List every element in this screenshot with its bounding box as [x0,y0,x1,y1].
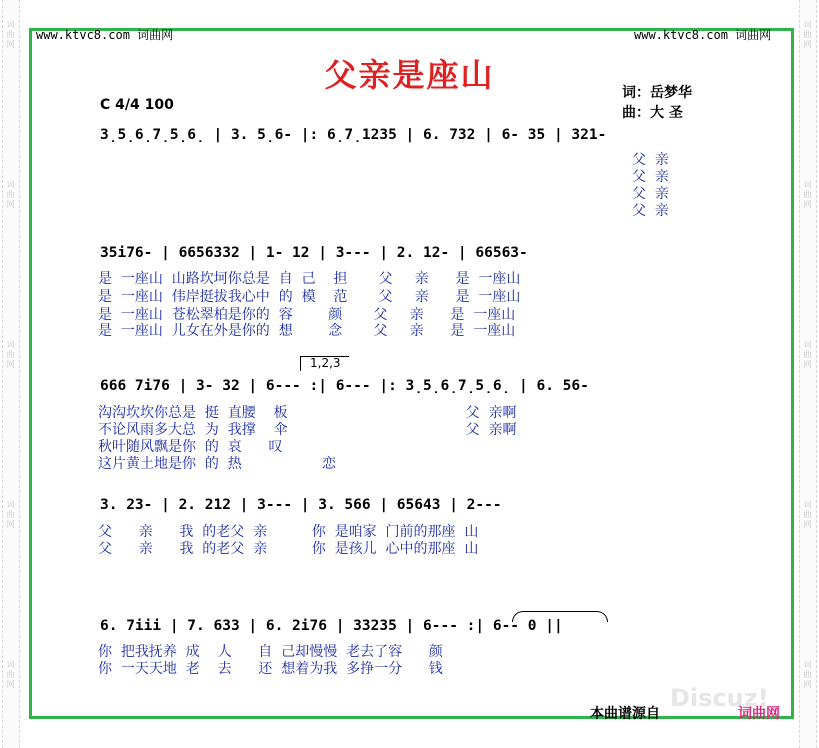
lyric-line: 父 亲 [632,152,669,168]
side-watermark: 词曲网 [803,500,812,530]
side-watermark: 词曲网 [6,660,15,690]
lyric-line: 你 把我抚养 成 人 自 己却慢慢 老去了容 颜 [98,644,443,660]
side-watermark: 词曲网 [803,180,812,210]
lyric-line: 不论风雨多大总 为 我撑 伞 父 亲啊 [98,422,517,438]
notation-row-1: 3̣5̣6̣7̣5̣6̣ | 3. 5̣6- |: 6̣7̣1235 | 6. 732 | 6- 35 | 321- [100,127,607,143]
lyric-line: 沟沟坎坎你总是 挺 直腰 板 父 亲啊 [98,405,517,421]
side-watermark: 词曲网 [803,20,812,50]
song-title: 父亲是座山 [324,56,495,94]
volta-label: 1,2,3 [310,356,341,370]
lyric-line: 秋叶随风飘是你 的 哀 叹 [98,439,283,455]
lyric-line: 这片黄土地是你 的 热 恋 [98,456,336,472]
faded-watermark: Discuz! [670,684,769,712]
lyric-line: 是 一座山 山路坎坷你总是 自 己 担 父 亲 是 一座山 [98,271,521,287]
lyricist-credit: 词：岳梦华 [622,85,692,101]
left-page-edge [2,0,20,748]
side-watermark: 词曲网 [6,500,15,530]
notation-row-3: 666 7i76 | 3- 32 | 6--- :| 6--- |: 3̣5̣6̣7̣5̣6̣ | 6. 56- [100,378,589,394]
composer-credit: 曲：大 圣 [622,105,683,121]
notation-row-4: 3. 23- | 2. 212 | 3--- | 3. 566 | 65643 | 2--- [100,497,502,513]
side-watermark: 词曲网 [803,660,812,690]
side-watermark: 词曲网 [6,180,15,210]
side-watermark: 词曲网 [6,340,15,370]
source-brand: 词曲网 [738,706,780,722]
lyric-line: 父 亲 我 的老父 亲 你 是孩儿 心中的那座 山 [98,541,479,557]
site-watermark-right: www.ktvc8.com 词曲网 [634,28,772,42]
notation-row-5: 6. 7iii | 7. 633 | 6. 2i76 | 33235 | 6--- :| 6-- 0 || [100,618,563,634]
lyric-line: 是 一座山 苍松翠柏是你的 容 颜 父 亲 是 一座山 [98,307,516,323]
lyric-line: 父 亲 [632,169,669,185]
side-watermark: 词曲网 [6,20,15,50]
source-label: 本曲谱源自 [590,706,660,722]
side-watermark: 词曲网 [803,340,812,370]
lyric-line: 是 一座山 伟岸挺拔我心中 的 模 范 父 亲 是 一座山 [98,289,521,305]
site-watermark-left: www.ktvc8.com 词曲网 [36,28,174,42]
notation-row-2: 35i76- | 6656332 | 1- 12 | 3--- | 2. 12- | 66563- [100,245,528,261]
lyric-line: 父 亲 [632,186,669,202]
lyric-line: 是 一座山 儿女在外是你的 想 念 父 亲 是 一座山 [98,323,516,339]
lyric-line: 你 一天天地 老 去 还 想着为我 多挣一分 钱 [98,661,443,677]
right-page-edge [799,0,817,748]
lyric-line: 父 亲 我 的老父 亲 你 是咱家 门前的那座 山 [98,524,479,540]
key-tempo: C 4/4 100 [100,97,174,113]
lyric-line: 父 亲 [632,203,669,219]
